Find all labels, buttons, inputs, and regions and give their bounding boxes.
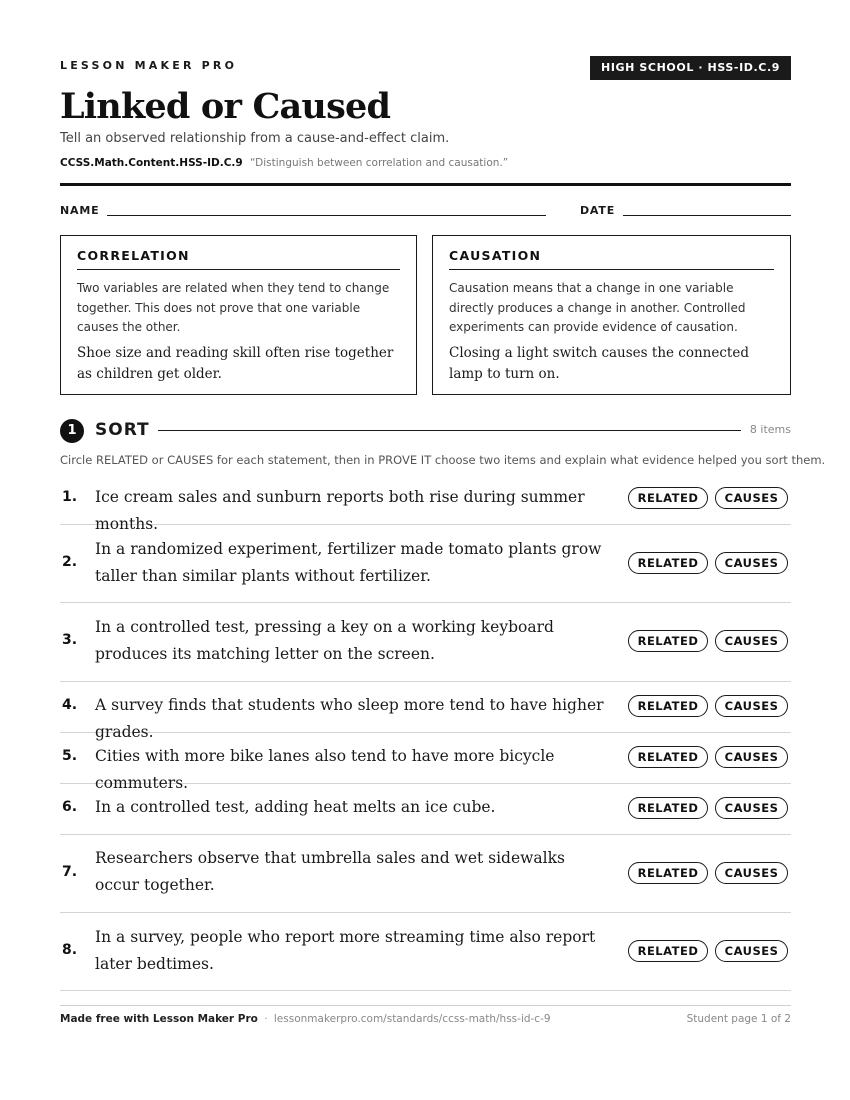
related-option[interactable]: RELATED <box>628 797 708 819</box>
page-title: Linked or Caused <box>60 86 391 127</box>
statement-number: 7. <box>62 864 78 880</box>
footer-made-with: Made free with Lesson Maker Pro <box>60 1013 258 1025</box>
statement-text: Ice cream sales and sunburn reports both rise during summer months. <box>95 488 585 533</box>
statement-item <box>60 603 791 682</box>
correlation-example: Shoe size and reading skill often rise together as children get older. <box>77 344 394 382</box>
statement-text: In a controlled test, pressing a key on a working keyboard produces its matching letter on the screen. <box>95 618 554 663</box>
statement-item <box>60 835 791 913</box>
statement-text: In a controlled test, adding heat melts an ice cube. <box>95 798 496 816</box>
standard-code: CCSS.Math.Content.HSS-ID.C.9 <box>60 157 243 169</box>
causation-example: Closing a light switch causes the connected lamp to turn on. <box>449 344 749 382</box>
standard-reference <box>60 157 508 169</box>
date-label: DATE <box>580 204 616 217</box>
statement-text: A survey finds that students who sleep more tend to have higher grades. <box>95 696 604 741</box>
brand-name: LESSON MAKER PRO <box>60 59 238 72</box>
related-option[interactable]: RELATED <box>628 695 708 717</box>
related-option[interactable]: RELATED <box>628 746 708 768</box>
section-title: SORT <box>95 420 150 440</box>
statement-item <box>60 784 791 835</box>
causes-option[interactable]: CAUSES <box>715 940 788 962</box>
related-option[interactable]: RELATED <box>628 487 708 509</box>
statement-item <box>60 913 791 991</box>
statement-text: Cities with more bike lanes also tend to have more bicycle commuters. <box>95 747 555 792</box>
statement-number: 8. <box>62 942 78 958</box>
causes-option[interactable]: CAUSES <box>715 746 788 768</box>
statement-list <box>60 473 791 991</box>
correlation-definition: Two variables are related when they tend to change together. This does not prove that one variable causes the other. <box>77 281 390 334</box>
causation-definition: Causation means that a change in one variable directly produces a change in another. Controlled experiments can provide evidence of causation. <box>449 281 746 334</box>
statement-text: Researchers observe that umbrella sales and wet sidewalks occur together. <box>95 849 565 894</box>
section-header <box>60 419 791 443</box>
related-option[interactable]: RELATED <box>628 862 708 884</box>
statement-number: 6. <box>62 799 78 815</box>
statement-item <box>60 525 791 603</box>
statement-item <box>60 733 791 792</box>
footer-separator: · <box>264 1013 268 1025</box>
statement-number: 1. <box>62 489 78 505</box>
causes-option[interactable]: CAUSES <box>715 695 788 717</box>
related-option[interactable]: RELATED <box>628 630 708 652</box>
causes-option[interactable]: CAUSES <box>715 862 788 884</box>
causes-option[interactable]: CAUSES <box>715 487 788 509</box>
name-label: NAME <box>60 204 100 217</box>
correlation-definition-box <box>60 235 417 395</box>
causation-definition-box <box>432 235 791 395</box>
top-bar <box>60 56 791 80</box>
grade-standard-badge: HIGH SCHOOL · HSS-ID.C.9 <box>590 56 791 80</box>
name-field[interactable] <box>107 215 546 216</box>
standard-quote: “Distinguish between correlation and causation.” <box>250 157 509 169</box>
statement-item <box>60 682 791 741</box>
related-option[interactable]: RELATED <box>628 552 708 574</box>
causes-option[interactable]: CAUSES <box>715 797 788 819</box>
statement-text: In a randomized experiment, fertilizer made tomato plants grow taller than similar plants without fertilizer. <box>95 540 602 585</box>
section-instructions: Circle RELATED or CAUSES for each statement, then in PROVE IT choose two items and explain what evidence helped you sort them. <box>60 453 826 467</box>
statement-item <box>60 473 791 533</box>
footer-credit <box>60 1013 551 1025</box>
related-option[interactable]: RELATED <box>628 940 708 962</box>
statement-number: 4. <box>62 697 78 713</box>
section-number-badge: 1 <box>60 419 84 443</box>
statement-text: In a survey, people who report more streaming time also report later bedtimes. <box>95 928 596 973</box>
page-subtitle: Tell an observed relationship from a cause-and-effect claim. <box>60 131 450 146</box>
page-indicator: Student page 1 of 2 <box>686 1013 791 1025</box>
section-rule <box>158 430 741 431</box>
footer-url[interactable]: lessonmakerpro.com/standards/ccss-math/hss-id-c-9 <box>273 1013 551 1025</box>
name-date-row <box>60 204 791 220</box>
statement-number: 5. <box>62 748 78 764</box>
worksheet-page <box>60 0 826 1100</box>
date-field[interactable] <box>623 215 791 216</box>
item-count: 8 items <box>749 423 791 436</box>
statement-number: 3. <box>62 632 78 648</box>
correlation-heading: CORRELATION <box>77 248 400 270</box>
causes-option[interactable]: CAUSES <box>715 630 788 652</box>
statement-number: 2. <box>62 554 78 570</box>
header-divider <box>60 183 791 186</box>
causation-heading: CAUSATION <box>449 248 774 270</box>
causes-option[interactable]: CAUSES <box>715 552 788 574</box>
footer-divider <box>60 1005 791 1006</box>
